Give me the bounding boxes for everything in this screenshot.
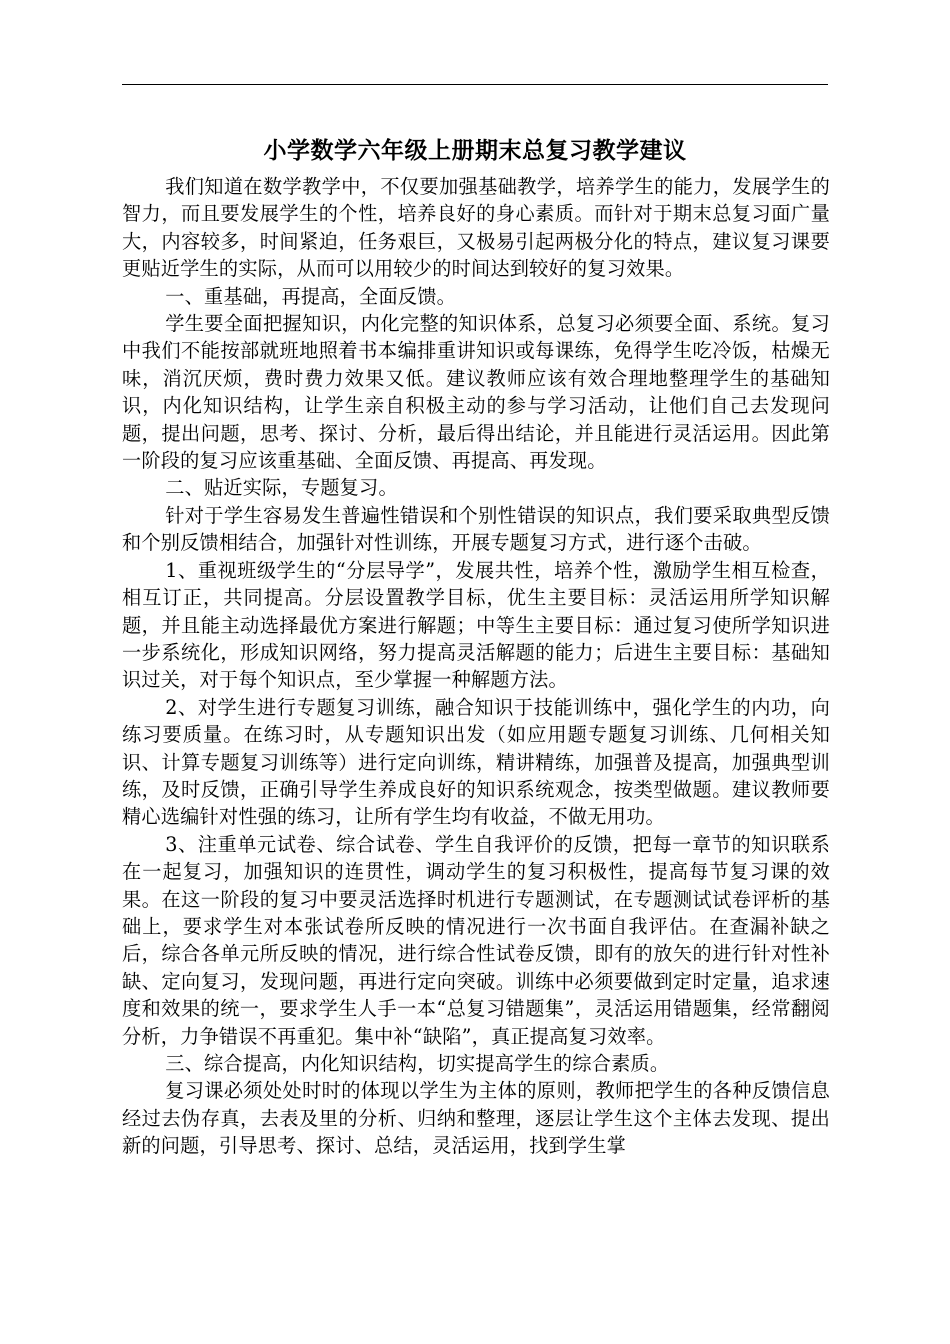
paragraph: 学生要全面把握知识，内化完整的知识体系，总复习必须要全面、系统。复习中我们不能按部就班地照着书本编排重讲知识或每课练，免得学生吃冷饭，枯燥无味，消沉厌烦，费时费力效果又低。建议教师应该有效合理地整理学生的基础知识，内化知识结构，让学生亲自积极主动的参与学习活动，让他们自己去发现问题，提出问题，思考、探讨、分析，最后得出结论，并且能进行灵活运用。因此第一阶段的复习应该重基础、全面反馈、再提高、再发现。 xyxy=(122,312,830,473)
document-title: 小学数学六年级上册期末总复习教学建议 xyxy=(263,137,687,164)
document-body xyxy=(122,173,830,1160)
section-heading-1: 一、重基础，再提高，全面反馈。 xyxy=(165,284,456,308)
paragraph: 复习课必须处处时时的体现以学生为主体的原则，教师把学生的各种反馈信息经过去伪存真，去表及里的分析、归纳和整理，逐层让学生这个主体去发现、提出新的问题，引导思考、探讨、总结，灵活运用，找到学生掌 xyxy=(122,1079,830,1158)
section-heading-2: 二、贴近实际，专题复习。 xyxy=(165,476,398,500)
paragraph: 针对于学生容易发生普遍性错误和个别性错误的知识点，我们要采取典型反馈和个别反馈相结合，加强针对性训练，开展专题复习方式，进行逐个击破。 xyxy=(122,503,830,555)
header-rule xyxy=(122,84,828,85)
numbered-paragraph-1: 1、重视班级学生的“分层导学”，发展共性，培养个性，激励学生相互检查，相互订正，共同提高。分层设置教学目标，优生主要目标：灵活运用所学知识解题，并且能主动选择最优方案进行解题；中等生主要目标：通过复习使所学知识进一步系统化，形成知识网络，努力提高灵活解题的能力；后进生主要目标：基础知识过关，对于每个知识点，至少掌握一种解题方法。 xyxy=(122,558,830,692)
numbered-paragraph-3: 3、注重单元试卷、综合试卷、学生自我评价的反馈，把每一章节的知识联系在一起复习，加强知识的连贯性，调动学生的复习积极性，提高每节复习课的效果。在这一阶段的复习中要灵活选择时机进行专题测试，在专题测试试卷评析的基础上，要求学生对本张试卷所反映的情况进行一次书面自我评估。在查漏补缺之后，综合各单元所反映的情况，进行综合性试卷反馈，即有的放矢的进行针对性补缺、定向复习，发现问题，再进行定向突破。训练中必须要做到定时定量，追求速度和效果的统一，要求学生人手一本“总复习错题集”，灵活运用错题集，经常翻阅分析，力争错误不再重犯。集中补“缺陷”，真正提高复习效率。 xyxy=(122,832,830,1048)
section-heading-3: 三、综合提高，内化知识结构，切实提高学生的综合素质。 xyxy=(165,1052,670,1075)
paragraph-intro: 我们知道在数学教学中，不仅要加强基础教学，培养学生的能力，发展学生的智力，而且要发展学生的个性，培养良好的身心素质。而针对于期末总复习面广量大，内容较多，时间紧迫，任务艰巨，又极易引起两极分化的特点，建议复习课要更贴近学生的实际，从而可以用较少的时间达到较好的复习效果。 xyxy=(122,175,830,281)
numbered-paragraph-2: 2、对学生进行专题复习训练，融合知识于技能训练中，强化学生的内功，向练习要质量。在练习时，从专题知识出发（如应用题专题复习训练、几何相关知识、计算专题复习训练等）进行定向训练，精讲精练，加强普及提高，加强典型训练，及时反馈，正确引导学生养成良好的知识系统观念，按类型做题。建议教师要精心选编针对性强的练习，让所有学生均有收益，不做无用功。 xyxy=(122,695,830,829)
